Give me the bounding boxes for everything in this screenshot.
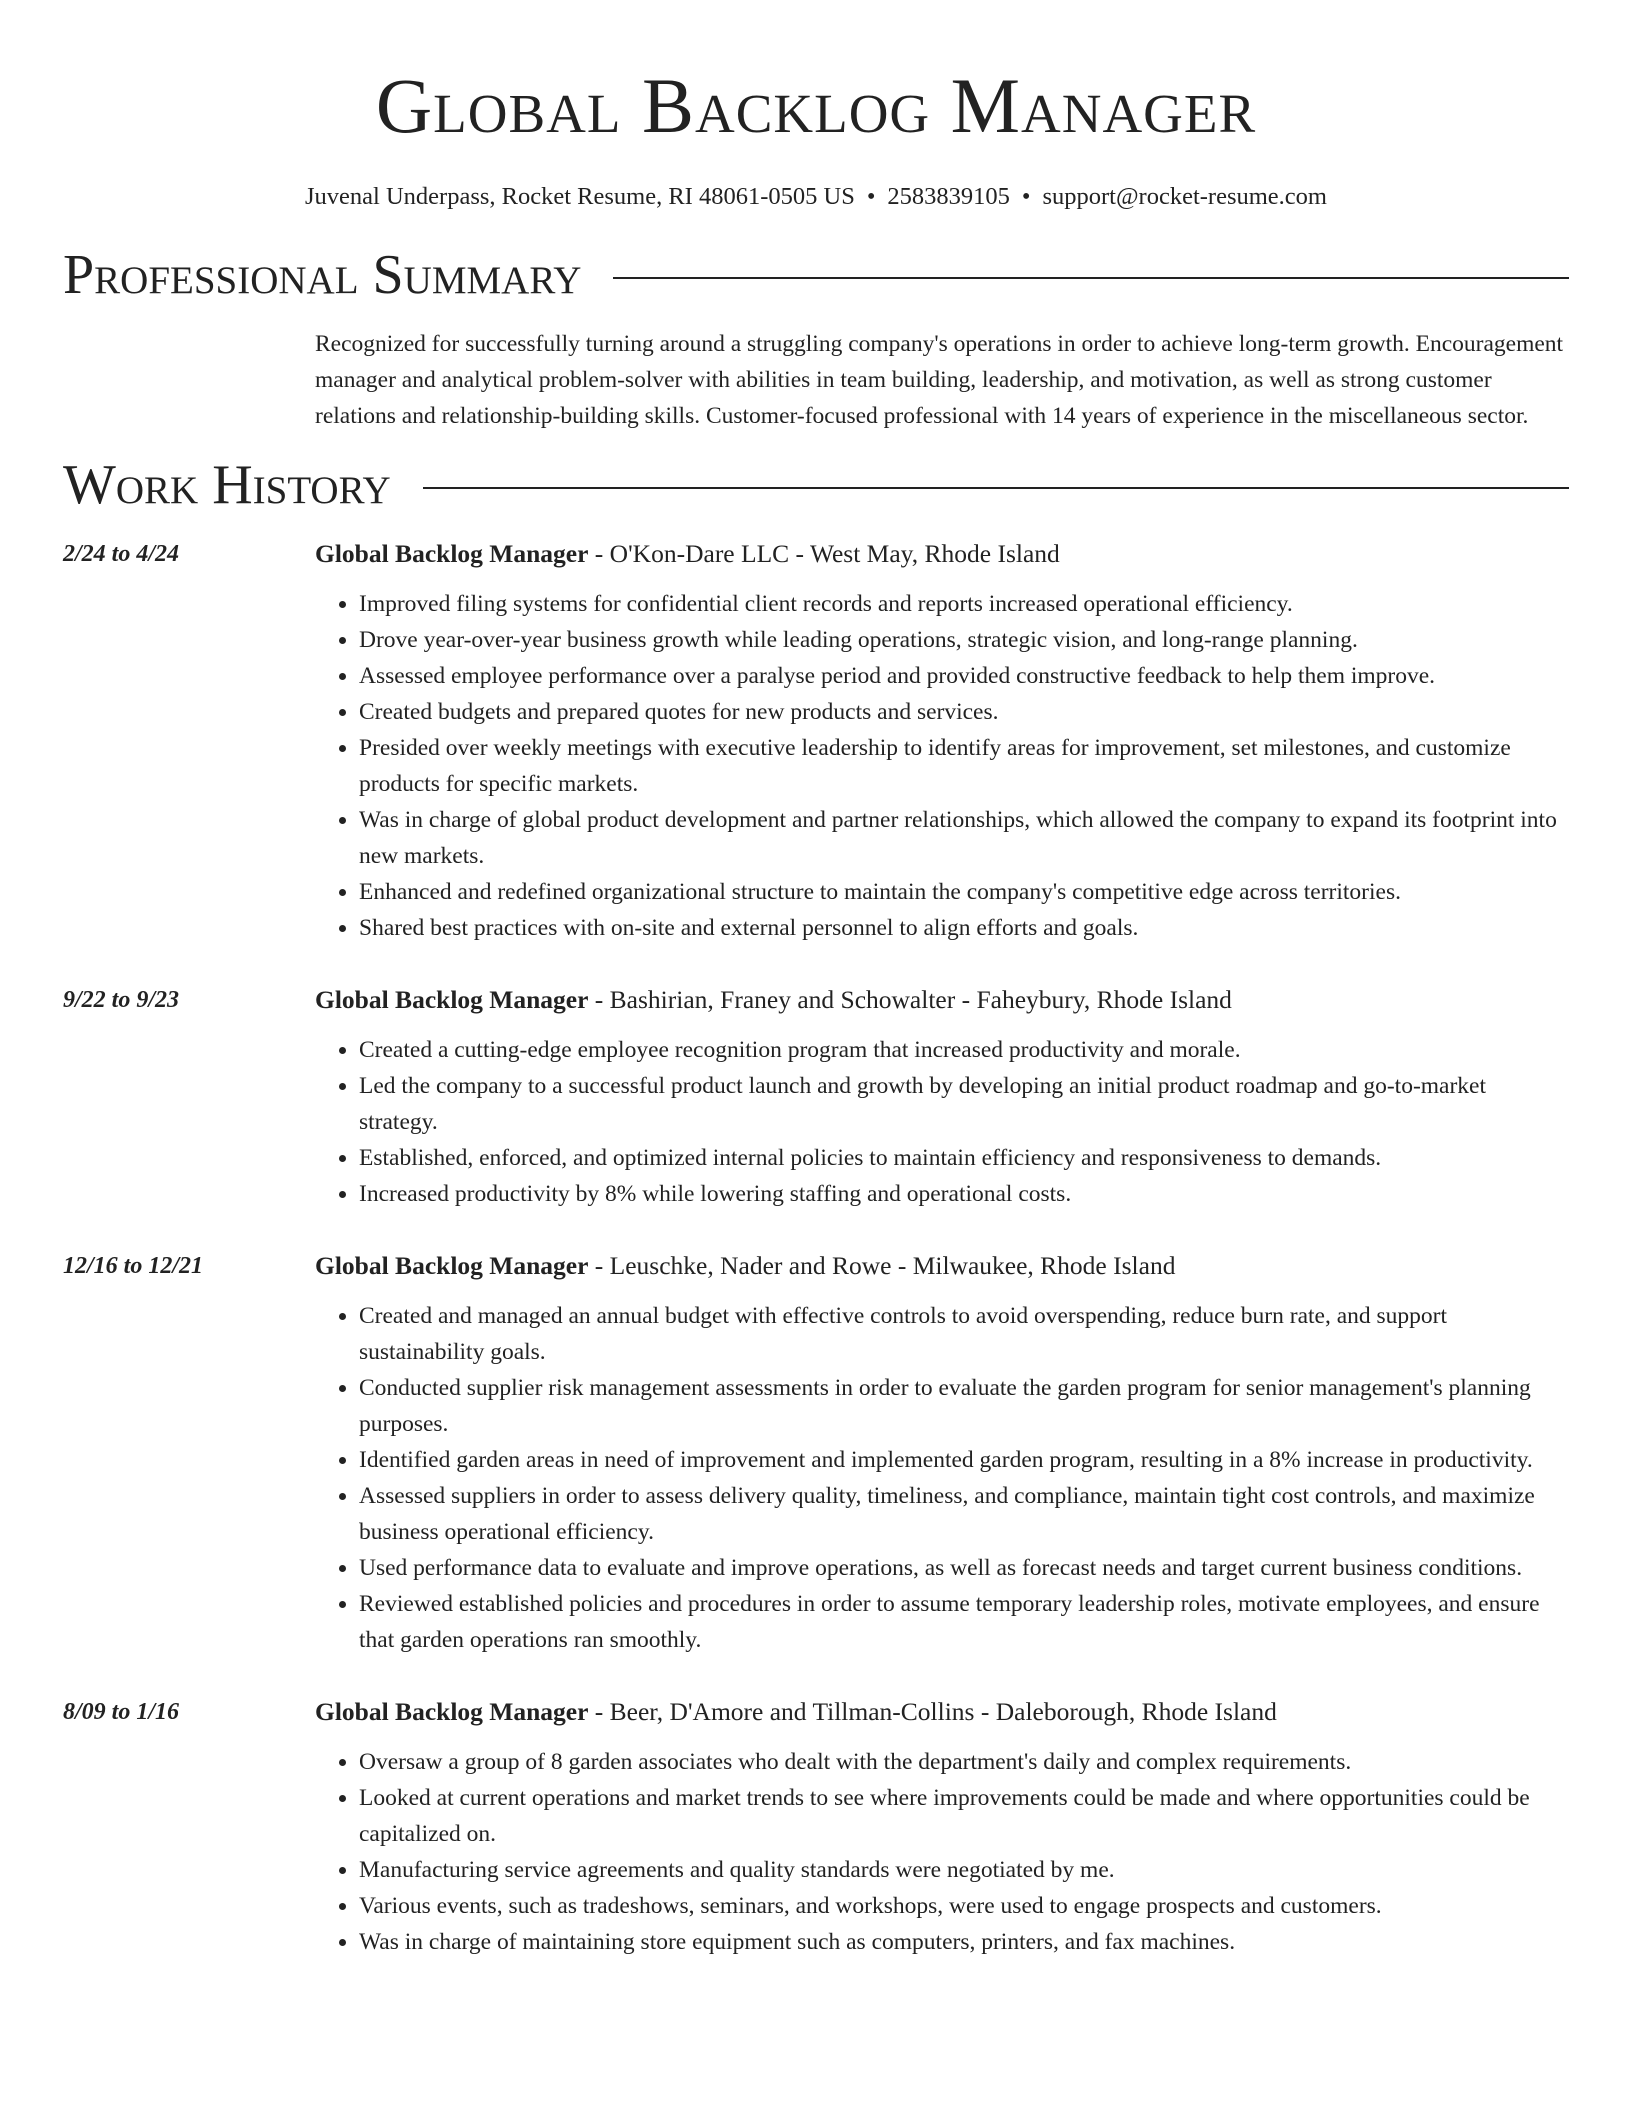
job-dates: 2/24 to 4/24 — [63, 541, 180, 567]
contact-separator: • — [866, 183, 876, 210]
job-bullet: • Oversaw a group of 8 garden associates who dealt with the department's daily and complex requirements. — [359, 1744, 1569, 1780]
job-body — [315, 982, 1569, 1212]
job-body — [315, 1248, 1569, 1658]
job-bullet: • Various events, such as tradeshows, seminars, and workshops, were used to engage prospects and customers. — [359, 1888, 1569, 1924]
job-body — [315, 1694, 1569, 1960]
job-bullet: • Drove year-over-year business growth while leading operations, strategic vision, and long-range planning. — [359, 622, 1569, 658]
job-bullet: • Assessed employee performance over a paralyse period and provided constructive feedback to help them improve. — [359, 658, 1569, 694]
job-bullet: • Was in charge of global product development and partner relationships, which allowed the company to expand its footprint into new markets. — [359, 802, 1569, 874]
contact-line — [63, 182, 1569, 212]
job-company-location: - Bashirian, Franey and Schowalter - Faheybury, Rhode Island — [588, 985, 1232, 1014]
job-entry — [63, 982, 1569, 1212]
job-heading — [315, 982, 1569, 1018]
job-title: Global Backlog Manager — [315, 539, 589, 568]
job-company-location: - Leuschke, Nader and Rowe - Milwaukee, Rhode Island — [588, 1251, 1176, 1280]
job-bullet: • Improved filing systems for confidential client records and reports increased operational efficiency. — [359, 586, 1569, 622]
job-heading — [315, 536, 1569, 572]
job-entry — [63, 1248, 1569, 1658]
job-bullet: • Shared best practices with on-site and external personnel to align efforts and goals. — [359, 910, 1569, 946]
job-company-location: - Beer, D'Amore and Tillman-Collins - Daleborough, Rhode Island — [588, 1697, 1277, 1726]
job-entry — [63, 1694, 1569, 1960]
job-bullet: • Used performance data to evaluate and improve operations, as well as forecast needs and target current business conditions. — [359, 1550, 1569, 1586]
job-bullet: • Established, enforced, and optimized internal policies to maintain efficiency and responsiveness to demands. — [359, 1140, 1569, 1176]
job-dates: 9/22 to 9/23 — [63, 987, 180, 1013]
job-bullet: • Assessed suppliers in order to assess delivery quality, timeliness, and compliance, maintain tight cost controls, and maximize business operational efficiency. — [359, 1478, 1569, 1550]
job-title: Global Backlog Manager — [315, 1251, 589, 1280]
summary-section-header — [63, 242, 1569, 308]
job-company-location: - O'Kon-Dare LLC - West May, Rhode Island — [588, 539, 1060, 568]
candidate-name: Global Backlog Manager — [375, 62, 1257, 149]
job-dates: 8/09 to 1/16 — [63, 1699, 180, 1725]
job-bullet: • Increased productivity by 8% while lowering staffing and operational costs. — [359, 1176, 1569, 1212]
job-bullet: • Looked at current operations and market trends to see where improvements could be made and where opportunities could be capitalized on. — [359, 1780, 1569, 1852]
job-bullet: • Reviewed established policies and procedures in order to assume temporary leadership roles, motivate employees, and ensure that garden operations ran smoothly. — [359, 1586, 1569, 1658]
job-bullet: • Created and managed an annual budget with effective controls to avoid overspending, reduce burn rate, and support sustainability goals. — [359, 1298, 1569, 1370]
section-divider — [423, 487, 1569, 489]
contact-separator: • — [1021, 183, 1031, 210]
job-bullet: • Conducted supplier risk management assessments in order to evaluate the garden program for senior management's planning purposes. — [359, 1370, 1569, 1442]
work-history-section-header — [63, 452, 1569, 518]
job-title: Global Backlog Manager — [315, 1697, 589, 1726]
summary-section-title: Professional Summary — [63, 244, 582, 306]
job-bullets — [315, 1744, 1569, 1960]
job-title: Global Backlog Manager — [315, 985, 589, 1014]
job-heading — [315, 1248, 1569, 1284]
job-entry — [63, 536, 1569, 946]
job-bullet: • Manufacturing service agreements and quality standards were negotiated by me. — [359, 1852, 1569, 1888]
job-bullet: • Led the company to a successful product launch and growth by developing an initial product roadmap and go-to-market strategy. — [359, 1068, 1569, 1140]
job-bullet: • Created budgets and prepared quotes for new products and services. — [359, 694, 1569, 730]
job-dates: 12/16 to 12/21 — [63, 1253, 204, 1279]
job-body — [315, 536, 1569, 946]
job-bullet: • Enhanced and redefined organizational structure to maintain the company's competitive edge across territories. — [359, 874, 1569, 910]
contact-address: Juvenal Underpass, Rocket Resume, RI 48061-0505 US — [305, 183, 855, 210]
contact-phone: 2583839105 — [887, 183, 1010, 210]
job-list — [63, 536, 1569, 1960]
job-bullet: • Identified garden areas in need of improvement and implemented garden program, resulting in a 8% increase in productivity. — [359, 1442, 1569, 1478]
job-bullets — [315, 1298, 1569, 1658]
job-heading — [315, 1694, 1569, 1730]
section-divider — [613, 277, 1569, 279]
summary-text: Recognized for successfully turning around a struggling company's operations in order to achieve long-term growth. Encouragement manager and analytical problem-solver with abilities in team building, leadership, and motivation, as well as strong customer relations and relationship-building skills. Customer-focused professional with 14 years of experience in the miscellaneous sector. — [315, 331, 1564, 429]
job-bullets — [315, 1032, 1569, 1212]
job-bullets — [315, 586, 1569, 946]
job-bullet: • Was in charge of maintaining store equipment such as computers, printers, and fax machines. — [359, 1924, 1569, 1960]
job-bullet: • Created a cutting-edge employee recognition program that increased productivity and morale. — [359, 1032, 1569, 1068]
work-history-section-title: Work History — [63, 454, 391, 516]
contact-email[interactable]: support@rocket-resume.com — [1042, 183, 1327, 210]
job-bullet: • Presided over weekly meetings with executive leadership to identify areas for improvement, set milestones, and customize products for specific markets. — [359, 730, 1569, 802]
